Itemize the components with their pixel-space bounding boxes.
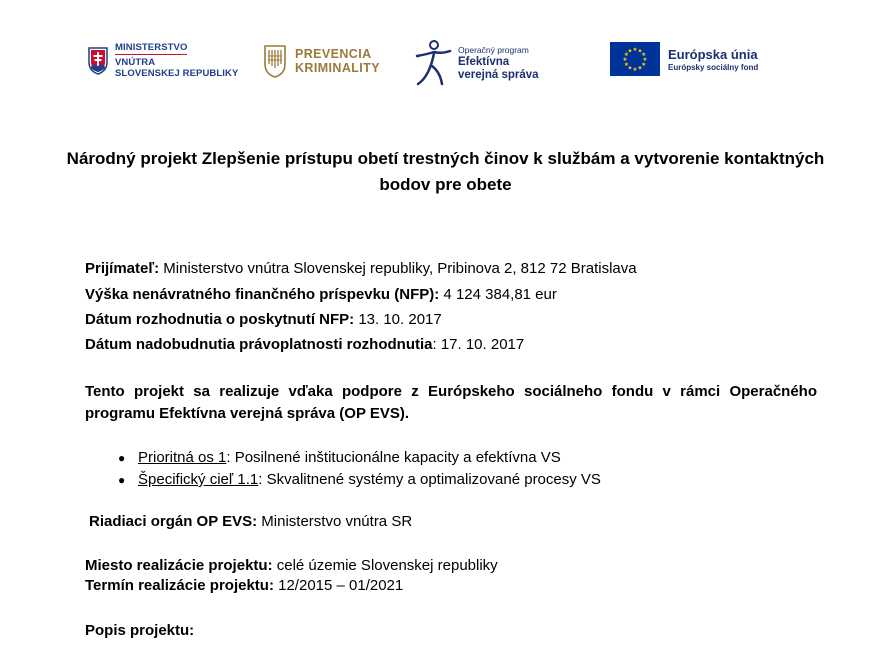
prijimatel-label: Prijímateľ: (85, 260, 160, 277)
riadiaci-value: Ministerstvo vnútra SR (257, 513, 413, 530)
specificky-ciel-value: : Skvalitnené systémy a optimalizované procesy VS (258, 471, 601, 488)
pravoplatnost-row (85, 335, 524, 355)
bullet-icon: ● (118, 473, 126, 487)
nfp-row (85, 285, 557, 305)
popis-row (85, 621, 194, 641)
specificky-ciel-label: Špecifický cieľ 1.1 (138, 471, 259, 488)
rozhodnutie-row (85, 310, 442, 330)
rozhodnutie-value: 13. 10. 2017 (354, 311, 442, 328)
document-title: Národný projekt Zlepšenie prístupu obetí trestných činov k službám a vytvorenie kontaktných bodov pre obete (66, 149, 825, 194)
eu-star-icon: ★ (642, 57, 648, 63)
eu-star-icon: ★ (623, 62, 629, 68)
logo-bar (0, 36, 891, 96)
prioritna-os-value: : Posilnené inštitucionálne kapacity a efektívna VS (226, 449, 561, 466)
prioritna-os-label: Prioritná os 1 (138, 449, 227, 466)
eu-star-icon: ★ (627, 65, 633, 72)
termin-value: 12/2015 – 01/2021 (273, 577, 404, 594)
slovak-coat-of-arms-icon (88, 47, 108, 75)
eu-star-icon: ★ (623, 52, 629, 58)
popis-label: Popis projektu: (85, 622, 195, 639)
eu-star-icon: ★ (632, 47, 638, 53)
eu-star-icon: ★ (627, 48, 633, 55)
priority-list (118, 447, 601, 491)
bullet-icon: ● (118, 451, 126, 465)
prevencia-line1: PREVENCIA (295, 47, 372, 61)
riadiaci-organ-row (89, 512, 412, 532)
funding-paragraph: Tento projekt sa realizuje vďaka podpore z Európskeho sociálneho fondu v rámci Operačného programu Efektívna verejná správa (OP EVS). (85, 383, 817, 422)
miesto-label: Miesto realizácie projektu: (85, 557, 273, 574)
eu-line2: Európsky sociálny fond (668, 62, 759, 72)
logo-europska-unia (610, 42, 758, 76)
miesto-row (85, 556, 498, 576)
ministerstvo-line2: VNÚTRA (115, 57, 156, 68)
evs-line1: Operačný program (458, 45, 529, 55)
prevencia-line2: KRIMINALITY (295, 61, 380, 75)
eu-star-icon: ★ (622, 57, 628, 63)
ministerstvo-line3: SLOVENSKEJ REPUBLIKY (115, 68, 239, 79)
rozhodnutie-label: Dátum rozhodnutia o poskytnutí NFP: (85, 311, 355, 328)
logo-ministerstvo-vnutra (88, 42, 238, 79)
nfp-label: Výška nenávratného finančného príspevku (NFP): (85, 286, 440, 303)
evs-line3: verejná správa (458, 68, 539, 81)
list-item (118, 447, 601, 469)
evs-line2: Efektívna (458, 56, 510, 68)
ministerstvo-line1: MINISTERSTVO (115, 42, 188, 53)
eu-line1: Európska únia (668, 46, 758, 62)
nfp-value: 4 124 384,81 eur (439, 286, 557, 303)
termin-label: Termín realizácie projektu: (85, 577, 274, 594)
pravoplatnost-label: Dátum nadobudnutia právoplatnosti rozhodnutia (85, 336, 433, 353)
miesto-value: celé územie Slovenskej republiky (272, 557, 498, 574)
prijimatel-row (85, 259, 637, 279)
logo-prevencia-kriminality (263, 44, 380, 78)
riadiaci-label: Riadiaci orgán OP EVS: (89, 513, 258, 530)
list-item (118, 469, 601, 491)
eu-star-icon: ★ (637, 65, 643, 72)
eu-star-icon: ★ (641, 52, 647, 58)
prijimatel-value: Ministerstvo vnútra Slovenskej republiky, Pribinova 2, 812 72 Bratislava (159, 260, 637, 277)
logo-op-evs (414, 38, 539, 88)
evs-figure-icon (414, 38, 452, 88)
pravoplatnost-value: : 17. 10. 2017 (432, 336, 525, 353)
eu-star-icon: ★ (637, 48, 643, 55)
eu-flag-icon (610, 42, 660, 76)
eu-star-icon: ★ (641, 62, 647, 68)
prevencia-emblem-icon (263, 44, 287, 78)
eu-star-icon: ★ (632, 67, 638, 73)
termin-row (85, 576, 403, 596)
